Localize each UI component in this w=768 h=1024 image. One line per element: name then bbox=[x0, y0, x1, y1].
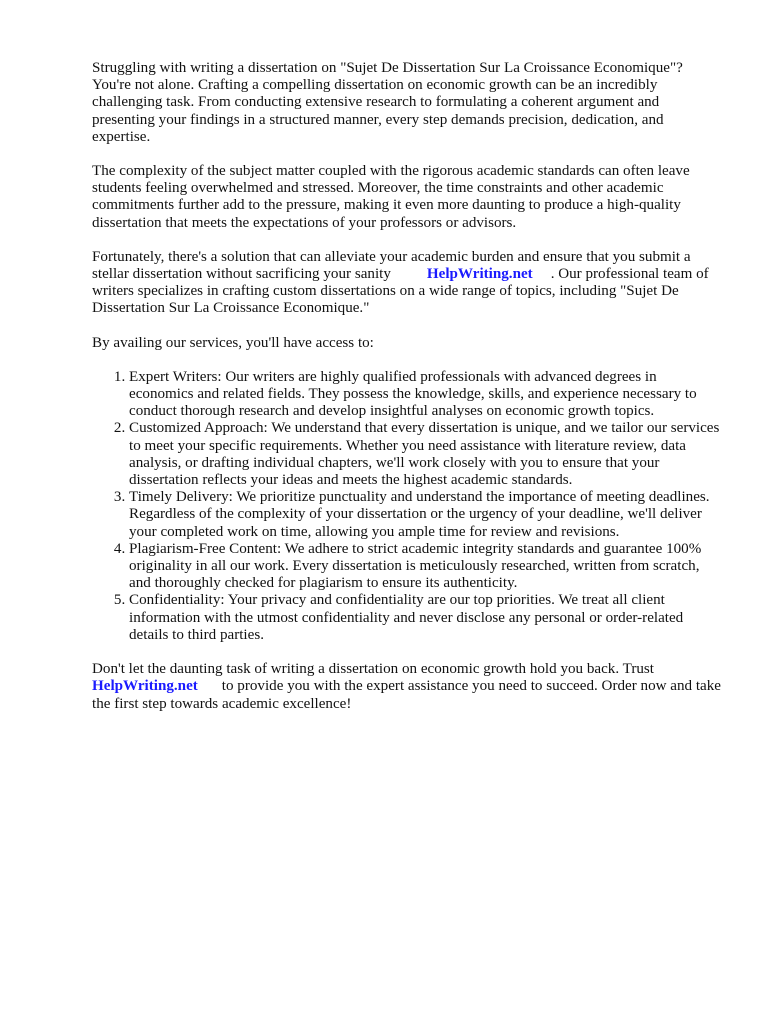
services-intro-paragraph: By availing our services, you'll have access to: bbox=[92, 334, 374, 351]
solution-text-after: . Our professional team of writers specializes in crafting custom dissertations on a wide range of topics, including "Sujet De Dissertation Sur La Croissance Economique." bbox=[92, 266, 709, 317]
list-item-expert-writers: 1. Expert Writers: Our writers are highly qualified professionals with advanced degrees in economics and related fields. They possess the knowledge, skills, and experience necessary to conduct thorough research and develop insightful analyses on economic growth topics. bbox=[129, 369, 722, 421]
solution-text-before: Fortunately, there's a solution that can alleviate your academic burden and ensure that you submit a stellar dissertation without sacrificing your sanity bbox=[92, 248, 691, 283]
complexity-paragraph: The complexity of the subject matter coupled with the rigorous academic standards can often leave students feeling overwhelmed and stressed. Moreover, the time constraints and other academic commitments further add to the pressure, making it even more daunting to produce a high-quality dissertation that meets the expectations of your professors or advisors. bbox=[92, 163, 690, 231]
list-item-confidentiality: 5. Confidentiality: Your privacy and confidentiality are our top priorities. We treat all client information with the utmost confidentiality and never disclose any personal or order-related details to third parties. bbox=[129, 592, 722, 644]
helpwriting-link-closing[interactable]: HelpWriting.net bbox=[92, 678, 198, 695]
closing-paragraph bbox=[92, 661, 722, 713]
closing-text-before: Don't let the daunting task of writing a dissertation on economic growth hold you back. Trust bbox=[92, 661, 654, 678]
list-item-timely-delivery: 3. Timely Delivery: We prioritize punctuality and understand the importance of meeting deadlines. Regardless of the complexity of your dissertation or the urgency of your deadline, we'll deliver your completed work on time, allowing you ample time for review and revisions. bbox=[129, 489, 722, 541]
intro-paragraph: Struggling with writing a dissertation on "Sujet De Dissertation Sur La Croissance Economique"? You're not alone. Crafting a compelling dissertation on economic growth can be an incredibly challenging task. From conducting extensive research to formulating a coherent argument and presenting your findings in a structured manner, every step demands precision, dedication, and expertise. bbox=[92, 60, 683, 145]
services-list bbox=[92, 369, 722, 644]
helpwriting-link[interactable]: HelpWriting.net bbox=[426, 266, 533, 283]
document-page bbox=[92, 60, 722, 730]
closing-text-after: to provide you with the expert assistance you need to succeed. Order now and take the first step towards academic excellence! bbox=[92, 678, 721, 712]
list-item-plagiarism-free: 4. Plagiarism-Free Content: We adhere to strict academic integrity standards and guarantee 100% originality in all our work. Every dissertation is meticulously researched, written from scratch, and thoroughly checked for plagiarism to ensure its authenticity. bbox=[129, 541, 722, 593]
solution-paragraph bbox=[92, 249, 722, 318]
list-item-customized-approach: 2. Customized Approach: We understand that every dissertation is unique, and we tailor our services to meet your specific requirements. Whether you need assistance with literature review, data analysis, or drafting individual chapters, we'll work closely with you to ensure that your dissertation reflects your ideas and meets the highest academic standards. bbox=[129, 420, 722, 489]
